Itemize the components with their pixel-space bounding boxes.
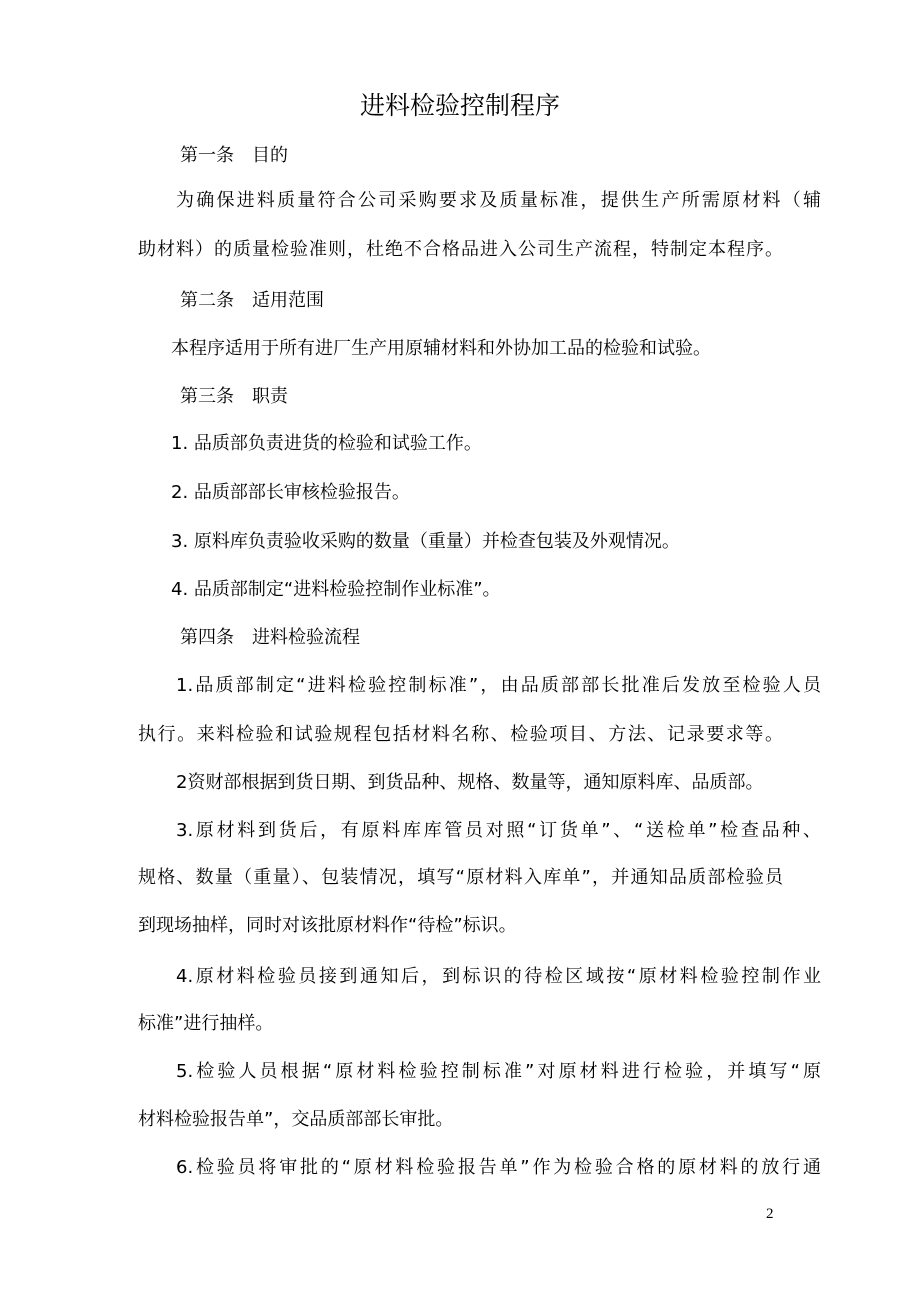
document-title: 进料检验控制程序 — [359, 91, 560, 120]
section-1-text-line-1: 为确保进料质量符合公司采购要求及质量标准，提供生产所需原材料（辅 — [176, 190, 821, 211]
section-4-para-3-line-3: 到现场抽样，同时对该批原材料作“待检”标识。 — [138, 915, 517, 936]
section-4-para-1-line-2: 执行。来料检验和试验规程包括材料名称、检验项目、方法、记录要求等。 — [138, 724, 783, 745]
section-4-para-5-line-2: 材料检验报告单”，交品质部部长审批。 — [138, 1109, 454, 1130]
page-number: 2 — [766, 1206, 774, 1222]
section-4-para-2-line-1: 2资财部根据到货日期、到货品种、规格、数量等，通知原料库、品质部。 — [176, 772, 764, 793]
section-3-item-4: 4. 品质部制定“进料检验控制作业标准”。 — [171, 579, 501, 600]
section-3-item-2: 2. 品质部部长审核检验报告。 — [171, 482, 410, 503]
section-4-para-1-line-1: 1.品质部制定“进料检验控制标准”，由品质部部长批准后发放至检验人员 — [176, 675, 821, 696]
section-3-heading: 第三条 职责 — [180, 386, 288, 407]
section-2-heading: 第二条 适用范围 — [180, 290, 324, 311]
section-4-para-6-line-1: 6.检验员将审批的“原材料检验报告单”作为检验合格的原材料的放行通 — [176, 1157, 821, 1178]
section-1-text-line-2: 助材料）的质量检验准则，杜绝不合格品进入公司生产流程，特制定本程序。 — [138, 239, 783, 260]
section-4-para-3-line-1: 3.原材料到货后，有原料库库管员对照“订货单”、“送检单”检查品种、 — [176, 820, 821, 841]
section-4-para-5-line-1: 5.检验人员根据“原材料检验控制标准”对原材料进行检验，并填写“原 — [176, 1061, 821, 1082]
section-3-item-1: 1. 品质部负责进货的检验和试验工作。 — [171, 433, 482, 454]
section-4-para-4-line-1: 4.原材料检验员接到通知后，到标识的待检区域按“原材料检验控制作业 — [176, 966, 821, 987]
section-2-text-line-1: 本程序适用于所有进厂生产用原辅材料和外协加工品的检验和试验。 — [171, 338, 711, 359]
section-4-heading: 第四条 进料检验流程 — [180, 627, 360, 648]
section-1-heading: 第一条 目的 — [180, 145, 288, 166]
section-3-item-3: 3. 原料库负责验收采购的数量（重量）并检查包装及外观情况。 — [171, 531, 680, 552]
section-4-para-4-line-2: 标准”进行抽样。 — [138, 1013, 274, 1034]
section-4-para-3-line-2: 规格、数量（重量）、包装情况，填写“原材料入库单”，并通知品质部检验员 — [138, 867, 783, 888]
